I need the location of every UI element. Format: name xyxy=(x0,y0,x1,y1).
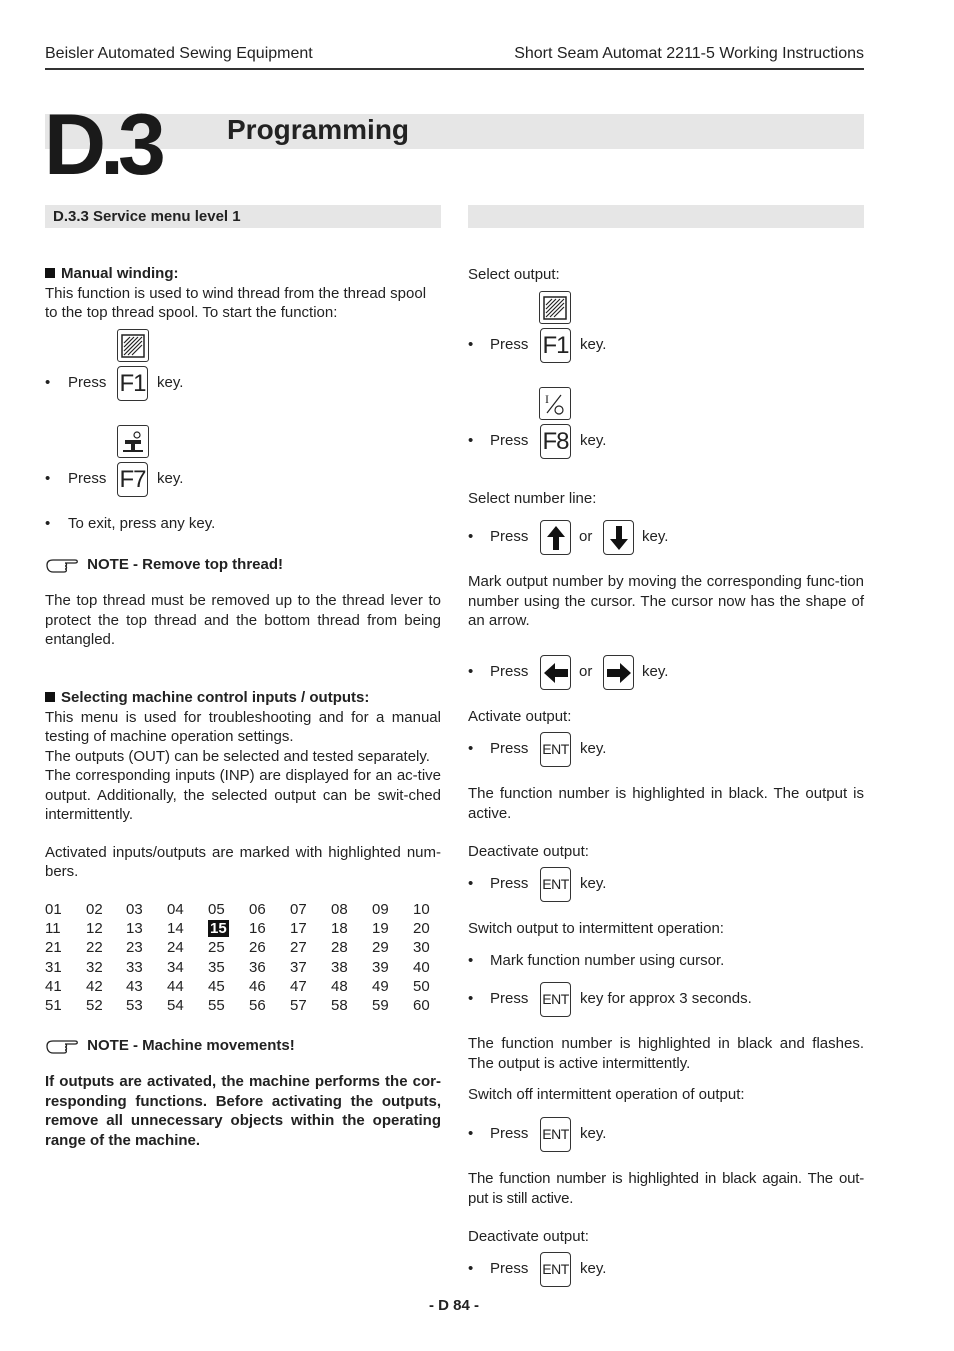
key-suffix: key. xyxy=(157,374,184,391)
number-cell: 35 xyxy=(208,958,225,976)
switch-intermittent-label: Switch output to intermittent operation: xyxy=(468,920,724,937)
f1-key[interactable]: F1 xyxy=(540,328,571,363)
deactivate-output-label-2: Deactivate output: xyxy=(468,1228,589,1245)
number-cell: 54 xyxy=(167,997,184,1014)
number-cell: 23 xyxy=(126,939,143,957)
press-label: Press xyxy=(490,528,529,545)
number-cell: 17 xyxy=(290,920,307,938)
header-right: Short Seam Automat 2211-5 Working Instructions xyxy=(514,45,864,62)
number-cell: 30 xyxy=(413,939,430,957)
pointing-hand-icon xyxy=(45,553,83,573)
number-cell: 34 xyxy=(167,958,184,976)
number-cell: 41 xyxy=(45,977,62,995)
io-line3: The corresponding inputs (INP) are displayed for an ac-tive output. Additionally, the selected output can be swit-ched intermittently. xyxy=(45,767,441,823)
key-suffix: key. xyxy=(580,1125,607,1142)
section-heading: D.3.3 Service menu level 1 xyxy=(45,205,441,228)
number-cell: 32 xyxy=(86,958,103,976)
press-label: Press xyxy=(490,990,529,1007)
pointing-hand-icon xyxy=(45,1034,83,1054)
arrow-down-icon xyxy=(609,525,629,551)
number-cell: 11 xyxy=(45,920,61,938)
key-suffix: key. xyxy=(580,336,607,353)
number-cell: 45 xyxy=(208,977,225,995)
number-cell: 21 xyxy=(45,939,62,957)
display-icon-hatched xyxy=(539,291,571,324)
arrow-left-key[interactable] xyxy=(540,655,571,690)
manual-winding-heading: Manual winding: xyxy=(61,265,179,282)
key-hold-instruction: key for approx 3 seconds. xyxy=(580,990,752,1007)
number-cell: 14 xyxy=(167,920,184,938)
display-icon-hatched xyxy=(117,329,149,362)
note-warning-text: If outputs are activated, the machine performs the cor-responding functions. Before activating the outputs, remove all unnecessary objects within the operating range of the machine. xyxy=(45,1073,441,1149)
number-cell: 44 xyxy=(167,977,184,995)
number-cell: 33 xyxy=(126,958,143,976)
number-cell: 12 xyxy=(86,920,103,938)
bullet: • xyxy=(468,952,474,969)
number-cell-highlighted: 15 xyxy=(210,920,227,938)
number-cell: 37 xyxy=(290,958,307,976)
bullet: • xyxy=(468,740,474,757)
number-cell: 03 xyxy=(126,901,143,918)
header-left: Beisler Automated Sewing Equipment xyxy=(45,45,313,62)
io-line1: This menu is used for troubleshooting and for a manual testing of machine operation settings. xyxy=(45,708,441,745)
ent-key[interactable]: ENT xyxy=(540,982,571,1017)
key-suffix: key. xyxy=(580,1260,607,1277)
bullet: • xyxy=(468,336,474,353)
number-cell: 46 xyxy=(249,977,266,995)
io-block xyxy=(45,688,441,882)
number-cell: 05 xyxy=(208,901,225,918)
arrow-up-icon xyxy=(546,525,566,551)
page-title: Programming xyxy=(227,114,410,145)
activate-output-label: Activate output: xyxy=(468,708,572,725)
press-label: Press xyxy=(490,1260,529,1277)
chapter-band xyxy=(45,114,864,149)
note-machine-movements xyxy=(45,1034,295,1056)
number-cell: 36 xyxy=(249,958,266,976)
press-label: Press xyxy=(68,470,107,487)
bullet: • xyxy=(45,515,51,532)
key-suffix: key. xyxy=(157,470,184,487)
arrow-left-icon xyxy=(543,662,569,684)
bullet: • xyxy=(468,1260,474,1277)
number-cell: 26 xyxy=(249,939,266,957)
mark-output-text: Mark output number by moving the corresponding func-tion number using the cursor. The cursor now has the shape of an arrow. xyxy=(468,573,864,629)
number-cell: 57 xyxy=(290,997,307,1014)
select-output-label: Select output: xyxy=(468,266,560,283)
bullet: • xyxy=(468,1125,474,1142)
number-cell: 53 xyxy=(126,997,143,1014)
bullet: • xyxy=(468,432,474,449)
number-cell: 27 xyxy=(290,939,307,957)
number-cell: 10 xyxy=(413,901,430,918)
chapter-number: D.3 xyxy=(44,97,160,193)
ent-key[interactable]: ENT xyxy=(540,867,571,902)
ent-key[interactable]: ENT xyxy=(540,1252,571,1287)
manual-winding-text: This function is used to wind thread from the thread spool to the top thread spool. To start the function: xyxy=(45,284,427,321)
number-cell: 04 xyxy=(167,901,184,918)
number-cell: 55 xyxy=(208,997,225,1014)
note-text: The top thread must be removed up to the thread lever to protect the top thread and the bottom thread from being entangled. xyxy=(45,592,441,648)
io-heading: Selecting machine control inputs / outputs: xyxy=(61,689,370,706)
key-suffix: key. xyxy=(580,740,607,757)
ent-key[interactable]: ENT xyxy=(540,1117,571,1152)
number-cell: 49 xyxy=(372,977,389,995)
number-cell: 58 xyxy=(331,997,348,1014)
bullet: • xyxy=(468,875,474,892)
number-cell: 51 xyxy=(45,997,62,1014)
number-cell: 50 xyxy=(413,977,430,995)
exit-instruction: To exit, press any key. xyxy=(68,515,216,532)
number-cell: 25 xyxy=(208,939,225,957)
key-suffix: key. xyxy=(642,528,669,545)
arrow-down-key[interactable] xyxy=(603,520,634,555)
page-number: - D 84 - xyxy=(428,1297,479,1314)
number-cell: 09 xyxy=(372,901,389,918)
arrow-right-icon xyxy=(606,662,632,684)
key-suffix: key. xyxy=(580,875,607,892)
deactivate-output-label: Deactivate output: xyxy=(468,843,589,860)
note-remove-thread xyxy=(45,553,283,575)
press-label: Press xyxy=(490,1125,529,1142)
flashes-text: The function number is highlighted in black and flashes. The output is active intermittently. xyxy=(468,1035,864,1072)
key-suffix: key. xyxy=(580,432,607,449)
io-line4: Activated inputs/outputs are marked with highlighted num-bers. xyxy=(45,843,441,880)
manual-winding-block xyxy=(45,264,441,323)
number-cell: 18 xyxy=(331,920,348,938)
press-label: Press xyxy=(490,336,529,353)
number-cell: 29 xyxy=(372,939,389,957)
highlighted-text: The function number is highlighted in black. The output is active. xyxy=(468,785,864,822)
number-cell: 40 xyxy=(413,958,430,976)
number-cell: 02 xyxy=(86,901,103,918)
switch-off-label: Switch off intermittent operation of output: xyxy=(468,1086,745,1103)
number-cell: 06 xyxy=(249,901,266,918)
square-bullet-icon xyxy=(45,692,55,702)
press-label: Press xyxy=(490,875,529,892)
number-cell: 07 xyxy=(290,901,307,918)
bullet: • xyxy=(45,374,51,391)
number-cell: 20 xyxy=(413,920,430,938)
arrow-right-key[interactable] xyxy=(603,655,634,690)
f8-key[interactable]: F8 xyxy=(540,424,571,459)
press-label: Press xyxy=(490,663,529,680)
f1-key[interactable]: F1 xyxy=(117,366,148,401)
bullet: • xyxy=(468,990,474,1007)
number-cell: 24 xyxy=(167,939,184,957)
key-suffix: key. xyxy=(642,663,669,680)
number-cell: 52 xyxy=(86,997,103,1014)
select-number-line-label: Select number line: xyxy=(468,490,597,507)
section-heading-right xyxy=(468,205,864,228)
sewing-machine-icon xyxy=(117,425,149,458)
io-line2: The outputs (OUT) can be selected and tested separately. xyxy=(45,747,430,765)
number-cell: 38 xyxy=(331,958,348,976)
press-label: Press xyxy=(490,740,529,757)
number-cell: 60 xyxy=(413,997,430,1014)
press-label: Press xyxy=(68,374,107,391)
number-cell: 31 xyxy=(45,958,62,976)
number-cell: 08 xyxy=(331,901,348,918)
again-text: The function number is highlighted in black again. The out-put is still active. xyxy=(468,1170,864,1207)
svg-text:I: I xyxy=(545,391,549,406)
bullet: • xyxy=(468,663,474,680)
number-cell: 42 xyxy=(86,977,103,995)
or-label: or xyxy=(579,528,593,545)
mark-function-instruction: Mark function number using cursor. xyxy=(490,952,725,969)
bullet: • xyxy=(45,470,51,487)
f7-key[interactable]: F7 xyxy=(117,462,148,497)
square-bullet-icon xyxy=(45,268,55,278)
number-cell: 47 xyxy=(290,977,307,995)
input-output-icon xyxy=(539,387,571,420)
number-cell: 22 xyxy=(86,939,103,957)
number-cell: 28 xyxy=(331,939,348,957)
or-label: or xyxy=(579,663,593,680)
number-cell: 56 xyxy=(249,997,266,1014)
number-cell: 19 xyxy=(372,920,389,938)
number-cell: 43 xyxy=(126,977,143,995)
number-cell: 16 xyxy=(249,920,266,938)
number-cell: 48 xyxy=(331,977,348,995)
number-cell: 01 xyxy=(45,901,62,918)
ent-key[interactable]: ENT xyxy=(540,732,571,767)
bullet: • xyxy=(468,528,474,545)
header-rule xyxy=(45,68,864,70)
number-cell: 39 xyxy=(372,958,389,976)
note-heading: NOTE - Remove top thread! xyxy=(87,556,284,573)
arrow-up-key[interactable] xyxy=(540,520,571,555)
press-label: Press xyxy=(490,432,529,449)
number-cell: 59 xyxy=(372,997,389,1014)
number-cell: 13 xyxy=(126,920,143,938)
note-heading: NOTE - Machine movements! xyxy=(87,1037,295,1054)
